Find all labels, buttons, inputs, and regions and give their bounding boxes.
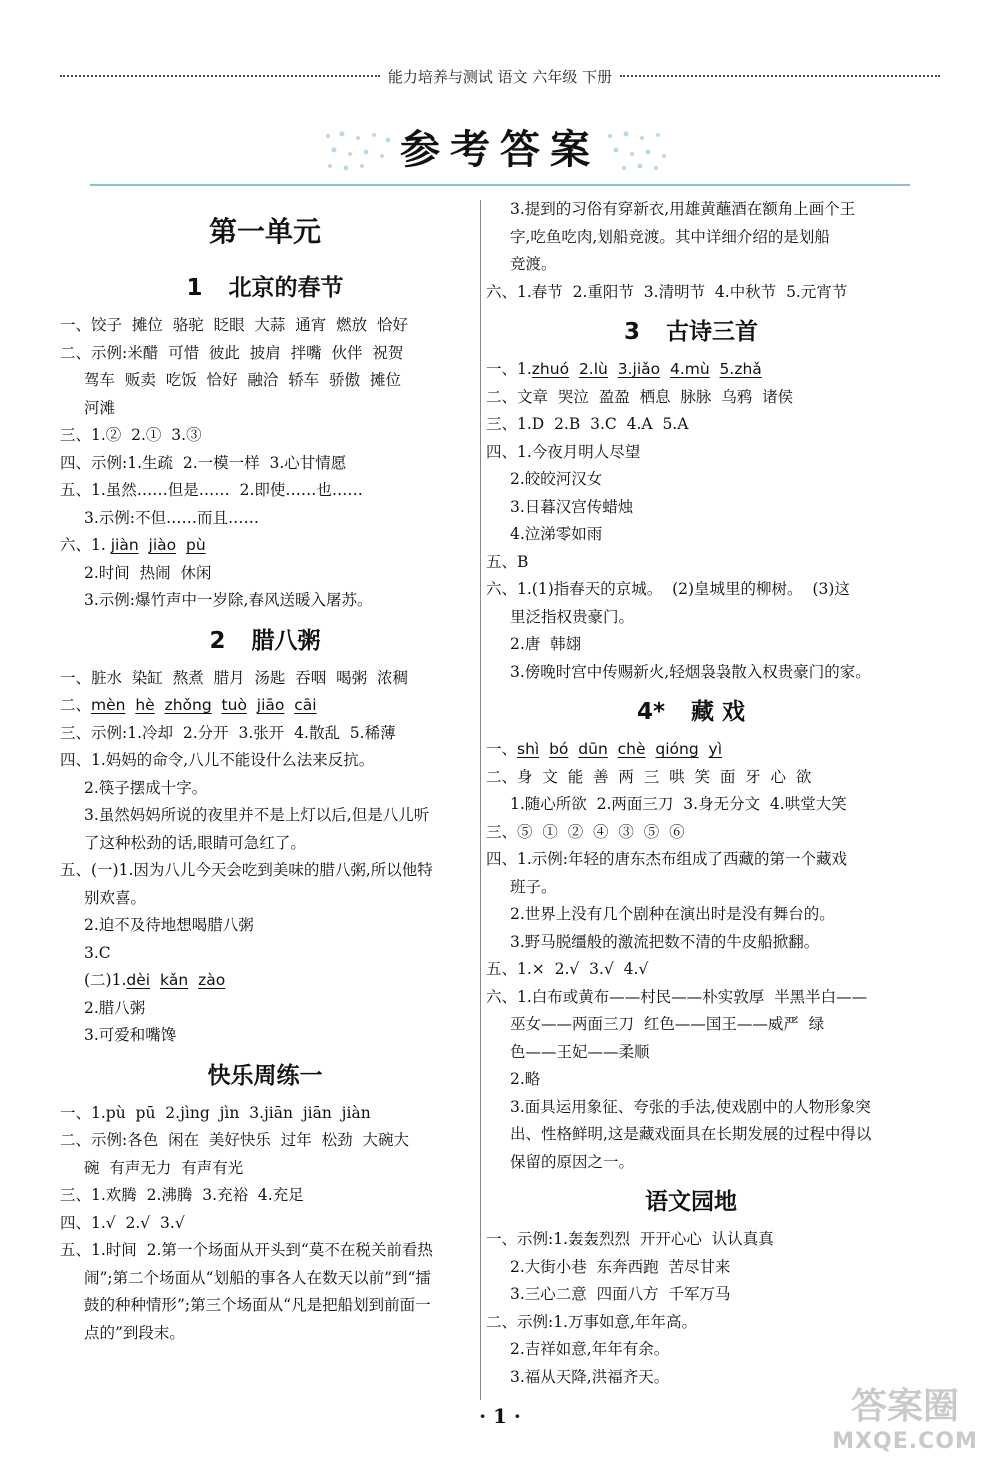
- section-heading: [486, 690, 896, 734]
- answer-line: 2.唐 韩翃: [510, 635, 582, 653]
- answer-line: [60, 967, 470, 995]
- answer-line: 六、1.(1)指春天的京城。 (2)皇城里的柳树。 (3)这: [486, 580, 850, 598]
- header-dots-left: [60, 75, 380, 77]
- left-column: [60, 196, 470, 1347]
- answer-line: 2.腊八粥: [84, 998, 146, 1017]
- answer-line: 1.随心所欲 2.两面三刀 3.身无分文 4.哄堂大笑: [510, 795, 847, 813]
- pinyin-answer: mèn: [91, 696, 126, 714]
- answer-line: 驾车 贩卖 吃饭 恰好 融洽 轿车 骄傲 摊位: [84, 371, 401, 389]
- pinyin-answer: 5.zhǎ: [719, 360, 762, 378]
- section-title: 古诗三首: [666, 319, 758, 345]
- answer-line: 2.时间 热闹 休闲: [84, 563, 212, 582]
- answer-line: 2.大街小巷 东奔西跑 苦尽甘来: [510, 1257, 731, 1276]
- pinyin-answer: hè: [135, 696, 155, 714]
- answer-line: 出、性格鲜明,这是藏戏面具在长期发展的过程中得以: [510, 1125, 872, 1143]
- answer-line: [486, 356, 896, 384]
- answer-line: 3.福从天降,洪福齐天。: [510, 1367, 670, 1386]
- pinyin-answer: kǎn: [159, 971, 189, 989]
- answer-line: 巫女——两面三刀 红色——国王——威严 绿: [510, 1015, 825, 1033]
- pinyin-answer: chè: [617, 740, 646, 758]
- answer-line: 四、1.妈妈的命令,八儿不能设什么法来反抗。: [60, 751, 375, 769]
- pinyin-answer: dūn: [578, 740, 608, 758]
- answer-line: 四、1.今夜月明人尽望: [486, 442, 641, 461]
- title-underline: [90, 184, 910, 186]
- answer-line: 保留的原因之一。: [510, 1152, 635, 1171]
- answer-line: 3.可爱和嘴馋: [84, 1026, 177, 1044]
- section-number: 1: [186, 275, 203, 301]
- pinyin-answer: zào: [198, 971, 226, 989]
- pinyin-answer: zhǒng: [164, 696, 212, 714]
- section-heading: [486, 1180, 896, 1224]
- title-decoration-left: [318, 126, 408, 176]
- answer-line: [60, 692, 470, 720]
- pinyin-answer: qióng: [655, 740, 699, 758]
- answer-line: 二、文章 哭泣 盈盈 栖息 脉脉 乌鸦 诸侯: [486, 387, 794, 406]
- section-title: 腊八粥: [251, 627, 321, 654]
- answer-line: 二、示例:1.万事如意,年年高。: [486, 1312, 697, 1331]
- running-header: [60, 66, 940, 86]
- section-heading: [60, 266, 470, 310]
- answer-line: 3.野马脱缰般的激流把数不清的牛皮船掀翻。: [510, 932, 820, 951]
- answer-line: 了这种松劲的话,眼睛可急红了。: [84, 833, 306, 852]
- answer-line: 2.吉祥如意,年年有余。: [510, 1340, 670, 1358]
- answer-line: 3.提到的习俗有穿新衣,用雄黄蘸酒在额角上画个王: [510, 200, 856, 218]
- answer-line: 2.略: [510, 1070, 541, 1088]
- answer-line: 三、⑤ ① ② ④ ③ ⑤ ⑥: [486, 822, 685, 841]
- answer-line: 河滩: [84, 398, 116, 417]
- answer-line: 碗 有声无力 有声有光: [84, 1158, 244, 1177]
- answer-line: 2.筷子摆成十字。: [84, 778, 208, 797]
- pinyin-answer: cāi: [294, 696, 317, 714]
- answer-line: 字,吃鱼吃肉,划船竞渡。其中详细介绍的是划船: [510, 227, 830, 246]
- pinyin-answer: jiāo: [256, 696, 285, 714]
- answer-prefix: 六、1.: [60, 536, 111, 554]
- answer-prefix: 一、: [486, 740, 518, 758]
- header-dots-right: [620, 75, 940, 77]
- watermark-logo: [830, 1385, 980, 1465]
- page-title: 参考答案: [400, 127, 600, 173]
- answer-line: 五、1.时间 2.第一个场面从开头到“莫不在税关前看热: [60, 1241, 433, 1259]
- section-title: 北京的春节: [228, 275, 344, 301]
- section-title: 语文园地: [645, 1189, 737, 1215]
- unit-heading: 第一单元: [208, 215, 321, 248]
- pinyin-answer: 2.lù: [578, 360, 608, 378]
- answer-line: 闹”;第二个场面从“划船的事各人在数天以前”到“擂: [84, 1268, 431, 1287]
- header-text: 能力培养与测试 语文 六年级 下册: [387, 67, 613, 86]
- pinyin-answer: dèi: [126, 971, 151, 989]
- page-number: · 1 ·: [479, 1404, 521, 1428]
- answer-line: 五、1.× 2.√ 3.√ 4.√: [486, 960, 649, 978]
- answer-line: 3.C: [84, 943, 111, 962]
- answer-line: 二、示例:米醋 可惜 彼此 披肩 拌嘴 伙伴 祝贺: [60, 343, 404, 362]
- answer-line: 六、1.白布或黄布——村民——朴实敦厚 半黑半白——: [486, 987, 868, 1006]
- answer-line: [486, 736, 896, 764]
- answer-line: 一、饺子 摊位 骆驼 眨眼 大蒜 通宵 燃放 恰好: [60, 316, 408, 334]
- answer-line: 3.面具运用象征、夸张的手法,使戏剧中的人物形象突: [510, 1097, 871, 1116]
- pinyin-answer: pù: [185, 536, 206, 554]
- answer-line: 五、(一)1.因为八儿今天会吃到美味的腊八粥,所以他特: [60, 861, 433, 879]
- answer-line: 3.傍晚时宫中传赐新火,轻烟袅袅散入权贵豪门的家。: [510, 662, 871, 681]
- answer-line: 一、示例:1.轰轰烈烈 开开心心 认认真真: [486, 1230, 774, 1248]
- pinyin-answer: jiàn: [110, 536, 139, 554]
- watermark-en: MXQE.COM: [832, 1429, 978, 1454]
- section-title: 快乐周练一: [207, 1062, 323, 1089]
- pinyin-answer: zhuó: [531, 360, 570, 378]
- title-area: [0, 118, 1000, 188]
- section-heading: [486, 310, 896, 354]
- answer-line: 五、B: [486, 552, 529, 571]
- answer-line: 三、1.D 2.B 3.C 4.A 5.A: [486, 415, 689, 433]
- answer-line: 班子。: [510, 877, 557, 896]
- answer-line: 四、1.√ 2.√ 3.√: [60, 1213, 185, 1232]
- answer-prefix: (二)1.: [84, 971, 127, 989]
- answer-line: [60, 532, 470, 560]
- answer-prefix: 一、1.: [486, 360, 532, 378]
- answer-line: 三、示例:1.冷却 2.分开 3.张开 4.散乱 5.稀薄: [60, 723, 396, 742]
- pinyin-answer: 4.mù: [669, 360, 710, 378]
- answer-line: 竞渡。: [510, 255, 557, 273]
- title-decoration-right: [590, 126, 680, 176]
- answer-line: 4.泣涕零如雨: [510, 525, 603, 543]
- answer-line: 六、1.春节 2.重阳节 3.清明节 4.中秋节 5.元宵节: [486, 282, 848, 301]
- answer-line: 里泛指权贵豪门。: [510, 607, 635, 626]
- answer-line: 2.世界上没有几个剧种在演出时是没有舞台的。: [510, 905, 835, 923]
- answer-line: 二、示例:各色 闲在 美好快乐 过年 松劲 大碗大: [60, 1131, 409, 1149]
- right-column: [486, 196, 896, 1391]
- answer-line: 点的”到段末。: [84, 1323, 185, 1342]
- pinyin-answer: yì: [708, 740, 723, 758]
- column-divider: [480, 200, 481, 1400]
- answer-line: 鼓的种种情形”;第三个场面从“凡是把船划到前面一: [84, 1296, 431, 1314]
- answer-line: 别欢喜。: [84, 888, 147, 907]
- answer-line: 一、脏水 染缸 熬煮 腊月 汤匙 吞咽 喝粥 浓稠: [60, 668, 408, 687]
- section-heading: [60, 1054, 470, 1098]
- answer-line: 3.示例:不但……而且……: [84, 508, 260, 527]
- answer-line: 四、示例:1.生疏 2.一模一样 3.心甘情愿: [60, 453, 347, 472]
- answer-line: 3.日暮汉宫传蜡烛: [510, 497, 634, 516]
- answer-line: 二、身 文 能 善 两 三 哄 笑 面 牙 心 欲: [486, 767, 812, 786]
- answer-line: 3.三心二意 四面八方 千军万马: [510, 1285, 731, 1303]
- pinyin-answer: 3.jiǎo: [617, 360, 661, 378]
- watermark-cn: 答案圈: [850, 1386, 959, 1427]
- pinyin-answer: jiào: [148, 536, 177, 554]
- answer-line: 3.虽然妈妈所说的夜里并不是上灯以后,但是八儿听: [84, 806, 430, 824]
- pinyin-answer: tuò: [221, 696, 247, 714]
- pinyin-answer: shì: [517, 740, 540, 758]
- pinyin-answer: bó: [549, 740, 569, 758]
- section-title: 藏 戏: [691, 699, 746, 725]
- answer-line: 三、1.欢腾 2.沸腾 3.充裕 4.充足: [60, 1186, 304, 1204]
- section-number: 3: [623, 319, 640, 345]
- section-heading: [60, 619, 470, 663]
- answer-line: 2.皎皎河汉女: [510, 470, 603, 488]
- section-number: 2: [209, 627, 226, 654]
- answer-line: 2.迫不及待地想喝腊八粥: [84, 916, 254, 934]
- answer-line: 3.示例:爆竹声中一岁除,春风送暖入屠苏。: [84, 591, 373, 609]
- answer-line: 一、1.pù pū 2.jìng jìn 3.jiān jiān jiàn: [60, 1103, 371, 1122]
- answer-prefix: 二、: [60, 696, 92, 714]
- answer-line: 色——王妃——柔顺: [510, 1042, 650, 1061]
- answer-line: 四、1.示例:年轻的唐东杰布组成了西藏的第一个藏戏: [486, 850, 848, 868]
- section-number: 4*: [636, 699, 665, 725]
- answer-line: 五、1.虽然……但是…… 2.即使……也……: [60, 481, 363, 499]
- answer-line: 三、1.② 2.① 3.③: [60, 426, 202, 444]
